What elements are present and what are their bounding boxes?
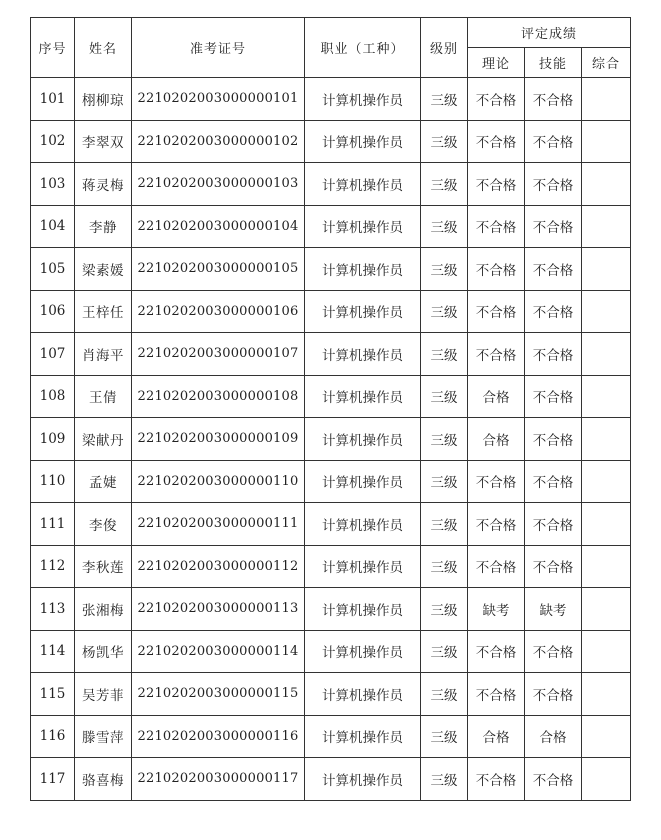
cell-name: 李静 (75, 205, 132, 248)
cell-level: 三级 (421, 418, 468, 461)
cell-exam-no: 2210202003000000112 (132, 545, 305, 588)
cell-name: 王梓任 (75, 290, 132, 333)
cell-level: 三级 (421, 545, 468, 588)
cell-overall (582, 503, 631, 546)
table-row (31, 545, 631, 588)
table-row (31, 460, 631, 503)
table-row (31, 205, 631, 248)
cell-occupation: 计算机操作员 (305, 758, 421, 801)
cell-skill: 不合格 (525, 290, 582, 333)
cell-exam-no: 2210202003000000109 (132, 418, 305, 461)
cell-exam-no: 2210202003000000116 (132, 715, 305, 758)
cell-exam-no: 2210202003000000108 (132, 375, 305, 418)
cell-name: 骆喜梅 (75, 758, 132, 801)
cell-theory: 不合格 (468, 290, 525, 333)
cell-seq: 102 (31, 120, 75, 163)
cell-name: 梁献丹 (75, 418, 132, 461)
table-row (31, 120, 631, 163)
table-row (31, 503, 631, 546)
cell-seq: 109 (31, 418, 75, 461)
header-overall: 综合 (582, 48, 631, 78)
header-level: 级别 (421, 18, 468, 78)
cell-overall (582, 545, 631, 588)
cell-name: 李翠双 (75, 120, 132, 163)
cell-name: 梁素媛 (75, 248, 132, 291)
cell-overall (582, 205, 631, 248)
cell-skill: 不合格 (525, 545, 582, 588)
cell-occupation: 计算机操作员 (305, 630, 421, 673)
cell-occupation: 计算机操作员 (305, 715, 421, 758)
header-seq: 序号 (31, 18, 75, 78)
cell-name: 肖海平 (75, 333, 132, 376)
cell-occupation: 计算机操作员 (305, 375, 421, 418)
cell-skill: 不合格 (525, 333, 582, 376)
cell-seq: 116 (31, 715, 75, 758)
cell-seq: 101 (31, 78, 75, 121)
cell-skill: 不合格 (525, 418, 582, 461)
cell-skill: 不合格 (525, 120, 582, 163)
cell-level: 三级 (421, 205, 468, 248)
cell-level: 三级 (421, 375, 468, 418)
cell-name: 张湘梅 (75, 588, 132, 631)
cell-level: 三级 (421, 588, 468, 631)
cell-exam-no: 2210202003000000101 (132, 78, 305, 121)
cell-exam-no: 2210202003000000110 (132, 460, 305, 503)
cell-theory: 不合格 (468, 630, 525, 673)
cell-skill: 缺考 (525, 588, 582, 631)
cell-theory: 不合格 (468, 503, 525, 546)
cell-seq: 108 (31, 375, 75, 418)
cell-theory: 不合格 (468, 248, 525, 291)
cell-occupation: 计算机操作员 (305, 673, 421, 716)
cell-name: 滕雪萍 (75, 715, 132, 758)
cell-name: 杨凯华 (75, 630, 132, 673)
cell-level: 三级 (421, 120, 468, 163)
cell-name: 孟婕 (75, 460, 132, 503)
cell-occupation: 计算机操作员 (305, 290, 421, 333)
cell-exam-no: 2210202003000000114 (132, 630, 305, 673)
cell-skill: 不合格 (525, 630, 582, 673)
cell-level: 三级 (421, 78, 468, 121)
cell-skill: 不合格 (525, 375, 582, 418)
table-row (31, 375, 631, 418)
cell-seq: 104 (31, 205, 75, 248)
table-row (31, 78, 631, 121)
cell-level: 三级 (421, 715, 468, 758)
cell-seq: 115 (31, 673, 75, 716)
cell-exam-no: 2210202003000000115 (132, 673, 305, 716)
header-occupation: 职业（工种） (305, 18, 421, 78)
cell-exam-no: 2210202003000000104 (132, 205, 305, 248)
cell-seq: 111 (31, 503, 75, 546)
cell-occupation: 计算机操作员 (305, 545, 421, 588)
header-exam-no: 准考证号 (132, 18, 305, 78)
cell-level: 三级 (421, 460, 468, 503)
cell-seq: 105 (31, 248, 75, 291)
cell-overall (582, 375, 631, 418)
cell-exam-no: 2210202003000000107 (132, 333, 305, 376)
cell-theory: 不合格 (468, 163, 525, 206)
table-row (31, 333, 631, 376)
cell-occupation: 计算机操作员 (305, 588, 421, 631)
cell-skill: 不合格 (525, 78, 582, 121)
cell-level: 三级 (421, 290, 468, 333)
cell-skill: 不合格 (525, 248, 582, 291)
cell-name: 李秋莲 (75, 545, 132, 588)
cell-theory: 不合格 (468, 460, 525, 503)
table-row (31, 418, 631, 461)
cell-overall (582, 163, 631, 206)
cell-theory: 不合格 (468, 673, 525, 716)
cell-occupation: 计算机操作员 (305, 418, 421, 461)
cell-overall (582, 588, 631, 631)
cell-exam-no: 2210202003000000105 (132, 248, 305, 291)
cell-overall (582, 418, 631, 461)
header-theory: 理论 (468, 48, 525, 78)
cell-occupation: 计算机操作员 (305, 503, 421, 546)
cell-level: 三级 (421, 503, 468, 546)
cell-theory: 不合格 (468, 205, 525, 248)
cell-seq: 117 (31, 758, 75, 801)
cell-occupation: 计算机操作员 (305, 333, 421, 376)
table-row (31, 290, 631, 333)
cell-theory: 不合格 (468, 120, 525, 163)
cell-seq: 107 (31, 333, 75, 376)
cell-exam-no: 2210202003000000106 (132, 290, 305, 333)
cell-exam-no: 2210202003000000117 (132, 758, 305, 801)
cell-level: 三级 (421, 163, 468, 206)
cell-skill: 不合格 (525, 163, 582, 206)
cell-overall (582, 715, 631, 758)
cell-exam-no: 2210202003000000102 (132, 120, 305, 163)
cell-occupation: 计算机操作员 (305, 163, 421, 206)
cell-skill: 不合格 (525, 503, 582, 546)
cell-name: 王倩 (75, 375, 132, 418)
cell-theory: 不合格 (468, 333, 525, 376)
header-skill: 技能 (525, 48, 582, 78)
cell-name: 李俊 (75, 503, 132, 546)
cell-theory: 合格 (468, 418, 525, 461)
table-row (31, 588, 631, 631)
cell-overall (582, 78, 631, 121)
cell-occupation: 计算机操作员 (305, 120, 421, 163)
cell-overall (582, 758, 631, 801)
cell-occupation: 计算机操作员 (305, 248, 421, 291)
cell-theory: 合格 (468, 375, 525, 418)
cell-theory: 缺考 (468, 588, 525, 631)
header-row-top (31, 18, 631, 48)
table-row (31, 758, 631, 801)
cell-overall (582, 673, 631, 716)
cell-level: 三级 (421, 248, 468, 291)
cell-overall (582, 248, 631, 291)
cell-occupation: 计算机操作员 (305, 460, 421, 503)
cell-skill: 不合格 (525, 758, 582, 801)
cell-theory: 不合格 (468, 545, 525, 588)
cell-skill: 合格 (525, 715, 582, 758)
cell-seq: 113 (31, 588, 75, 631)
cell-level: 三级 (421, 673, 468, 716)
cell-theory: 合格 (468, 715, 525, 758)
cell-level: 三级 (421, 333, 468, 376)
cell-name: 蒋灵梅 (75, 163, 132, 206)
cell-seq: 112 (31, 545, 75, 588)
cell-exam-no: 2210202003000000113 (132, 588, 305, 631)
cell-name: 吴芳菲 (75, 673, 132, 716)
table-row (31, 673, 631, 716)
cell-overall (582, 460, 631, 503)
table-row (31, 630, 631, 673)
cell-level: 三级 (421, 758, 468, 801)
cell-exam-no: 2210202003000000111 (132, 503, 305, 546)
results-table (30, 17, 631, 801)
cell-seq: 110 (31, 460, 75, 503)
cell-name: 栩柳琼 (75, 78, 132, 121)
cell-skill: 不合格 (525, 205, 582, 248)
cell-overall (582, 120, 631, 163)
cell-skill: 不合格 (525, 460, 582, 503)
cell-seq: 106 (31, 290, 75, 333)
cell-theory: 不合格 (468, 758, 525, 801)
cell-theory: 不合格 (468, 78, 525, 121)
cell-overall (582, 290, 631, 333)
header-score-group: 评定成绩 (468, 18, 631, 48)
cell-occupation: 计算机操作员 (305, 78, 421, 121)
cell-overall (582, 630, 631, 673)
table-row (31, 248, 631, 291)
cell-exam-no: 2210202003000000103 (132, 163, 305, 206)
cell-skill: 不合格 (525, 673, 582, 716)
cell-occupation: 计算机操作员 (305, 205, 421, 248)
header-name: 姓名 (75, 18, 132, 78)
cell-seq: 114 (31, 630, 75, 673)
table-row (31, 715, 631, 758)
table-body (31, 78, 631, 801)
cell-level: 三级 (421, 630, 468, 673)
cell-seq: 103 (31, 163, 75, 206)
cell-overall (582, 333, 631, 376)
table-row (31, 163, 631, 206)
